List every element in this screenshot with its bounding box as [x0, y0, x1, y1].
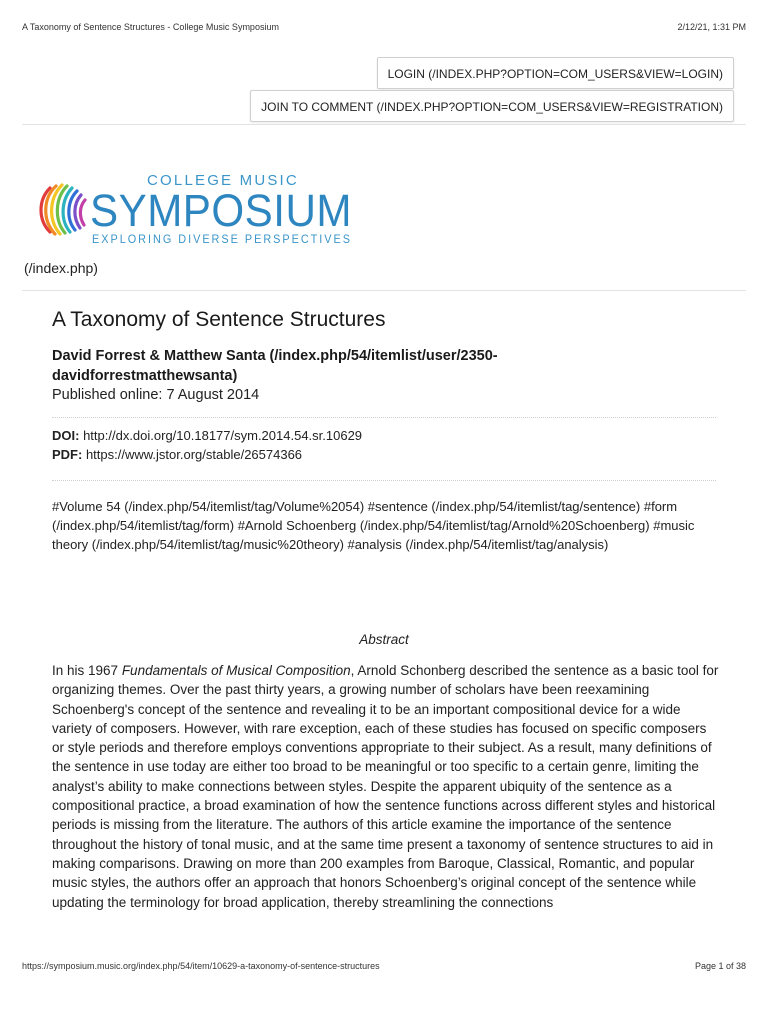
abstract-text: [52, 661, 720, 912]
published-date: Published online: 7 August 2014: [52, 387, 260, 403]
abstract-heading: Abstract: [359, 632, 409, 647]
logo-divider: [22, 290, 746, 291]
print-footer: [22, 961, 746, 971]
header-divider: [22, 124, 746, 125]
logo-tagline: EXPLORING DIVERSE PERSPECTIVES: [92, 232, 352, 246]
pdf-link[interactable]: https://www.jstor.org/stable/26574366: [82, 447, 303, 462]
print-header-title: A Taxonomy of Sentence Structures - College Music Symposium: [22, 22, 279, 32]
pdf-line: [52, 447, 302, 462]
article-title: A Taxonomy of Sentence Structures: [52, 308, 386, 331]
tag-list[interactable]: #Volume 54 (/index.php/54/itemlist/tag/Volume%2054) #sentence (/index.php/54/itemlist/tag/sentence) #form (/index.php/54/itemlist/tag/form) #Arnold Schoenberg (/index.php/54/itemlist/tag/Arnold%20Schoenberg) #music theory (/index.php/54/itemlist/tag/music%20theory) #analysis (/index.php/54/itemlist/tag/analysis): [52, 499, 695, 552]
meta-divider-bottom: [52, 480, 716, 481]
logo-top-text: COLLEGE MUSIC: [147, 172, 299, 189]
login-button[interactable]: LOGIN (/INDEX.PHP?OPTION=COM_USERS&VIEW=LOGIN): [377, 57, 734, 89]
meta-divider-top: [52, 417, 716, 418]
abstract-intro: In his 1967: [52, 663, 122, 678]
abstract-book-title: Fundamentals of Musical Composition: [121, 663, 351, 678]
logo-main-text: SYMPOSIUM: [90, 185, 352, 236]
doi-line: [52, 428, 362, 443]
pdf-label: PDF:: [52, 447, 83, 462]
print-header-datetime: 2/12/21, 1:31 PM: [677, 22, 746, 32]
rainbow-swirl-icon: [41, 185, 85, 234]
print-footer-page: Page 1 of 38: [694, 961, 746, 971]
home-link[interactable]: (/index.php): [24, 260, 98, 276]
print-footer-url: https://symposium.music.org/index.php/54/item/10629-a-taxonomy-of-sentence-structures: [22, 961, 380, 971]
abstract-rest: , Arnold Schonberg described the sentence as a basic tool for organizing themes. Over the past thirty years, a growing number of scholars have been reexamining Schoenberg's concept of the sentence and revealing it to be an important compositional device for a wide variety of composers. However, with rare exception, each of these studies has focused on specific composers or style periods and therefore employs conventions appropriate to their subject. As a result, many definitions of the sentence in use today are either too broad to be meaningful or too specific to a certain genre, limiting the analyst’s ability to make connections between styles. Despite the apparent ubiquity of the sentence as a compositional practice, a broad examination of how the sentence functions across different styles and historical periods is missing from the literature. The authors of this article examine the importance of the sentence throughout the history of tonal music, and at the same time present a taxonomy of sentence structures to aid in making comparisons. Drawing on more than 200 examples from Baroque, Classical, Romantic, and popular music styles, the authors offer an approach that honors Schoenberg’s original concept of the sentence while updating the terminology for broad application, thereby streamlining the connections: [52, 663, 719, 910]
doi-label: DOI:: [52, 428, 80, 443]
doi-link[interactable]: http://dx.doi.org/10.18177/sym.2014.54.sr.10629: [79, 428, 363, 443]
article-authors[interactable]: David Forrest & Matthew Santa (/index.php/54/itemlist/user/2350-davidforrestmatthewsanta): [52, 348, 498, 384]
college-music-symposium-logo[interactable]: [36, 170, 356, 248]
join-to-comment-button[interactable]: JOIN TO COMMENT (/INDEX.PHP?OPTION=COM_USERS&VIEW=REGISTRATION): [250, 90, 734, 122]
print-header: [22, 22, 746, 32]
